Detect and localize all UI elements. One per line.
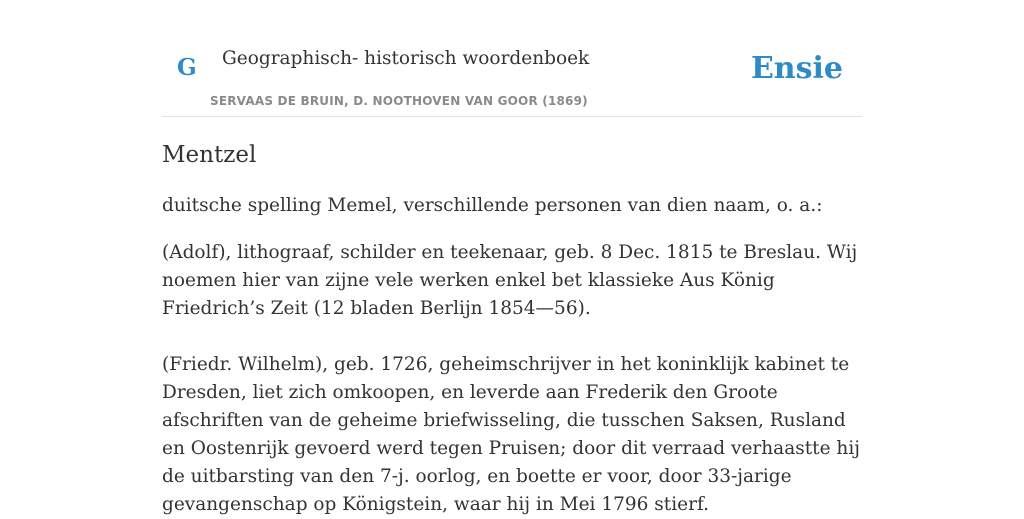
book-initial-logo[interactable]: G xyxy=(177,54,197,81)
entry-title: Mentzel xyxy=(162,142,257,168)
page xyxy=(162,0,862,515)
book-title[interactable]: Geographisch- historisch woordenboek xyxy=(222,48,590,69)
entry-paragraph: duitsche spelling Memel, verschillende personen van dien naam, o. a.: xyxy=(162,195,823,216)
brand-logo[interactable]: Ensie xyxy=(750,51,843,86)
book-author: SERVAAS DE BRUIN, D. NOOTHOVEN VAN GOOR (1869) xyxy=(210,94,588,108)
entry-paragraph: (Friedr. Wilhelm), geb. 1726, geheimschrijver in het koninklijk kabinet te Dresden, liet zich omkoopen, en leverde aan Frederik den Groote afschriften van de geheime briefwisseling, die tusschen Saksen, Rusland en Oostenrijk gevoerd werd tegen Pruisen; door dit verraad verhaastte hij de uitbarsting van den 7-j. oorlog, en boette er voor, door 33-jarige gevangenschap op Königstein, waar hij in Mei 1796 stierf. xyxy=(162,354,860,515)
entry-paragraph: (Adolf), lithograaf, schilder en teekenaar, geb. 8 Dec. 1815 te Breslau. Wij noemen hier van zijne vele werken enkel bet klassieke Aus König Friedrich’s Zeit (12 bladen Berlijn 1854—56). xyxy=(162,242,858,319)
book-header xyxy=(162,0,862,117)
